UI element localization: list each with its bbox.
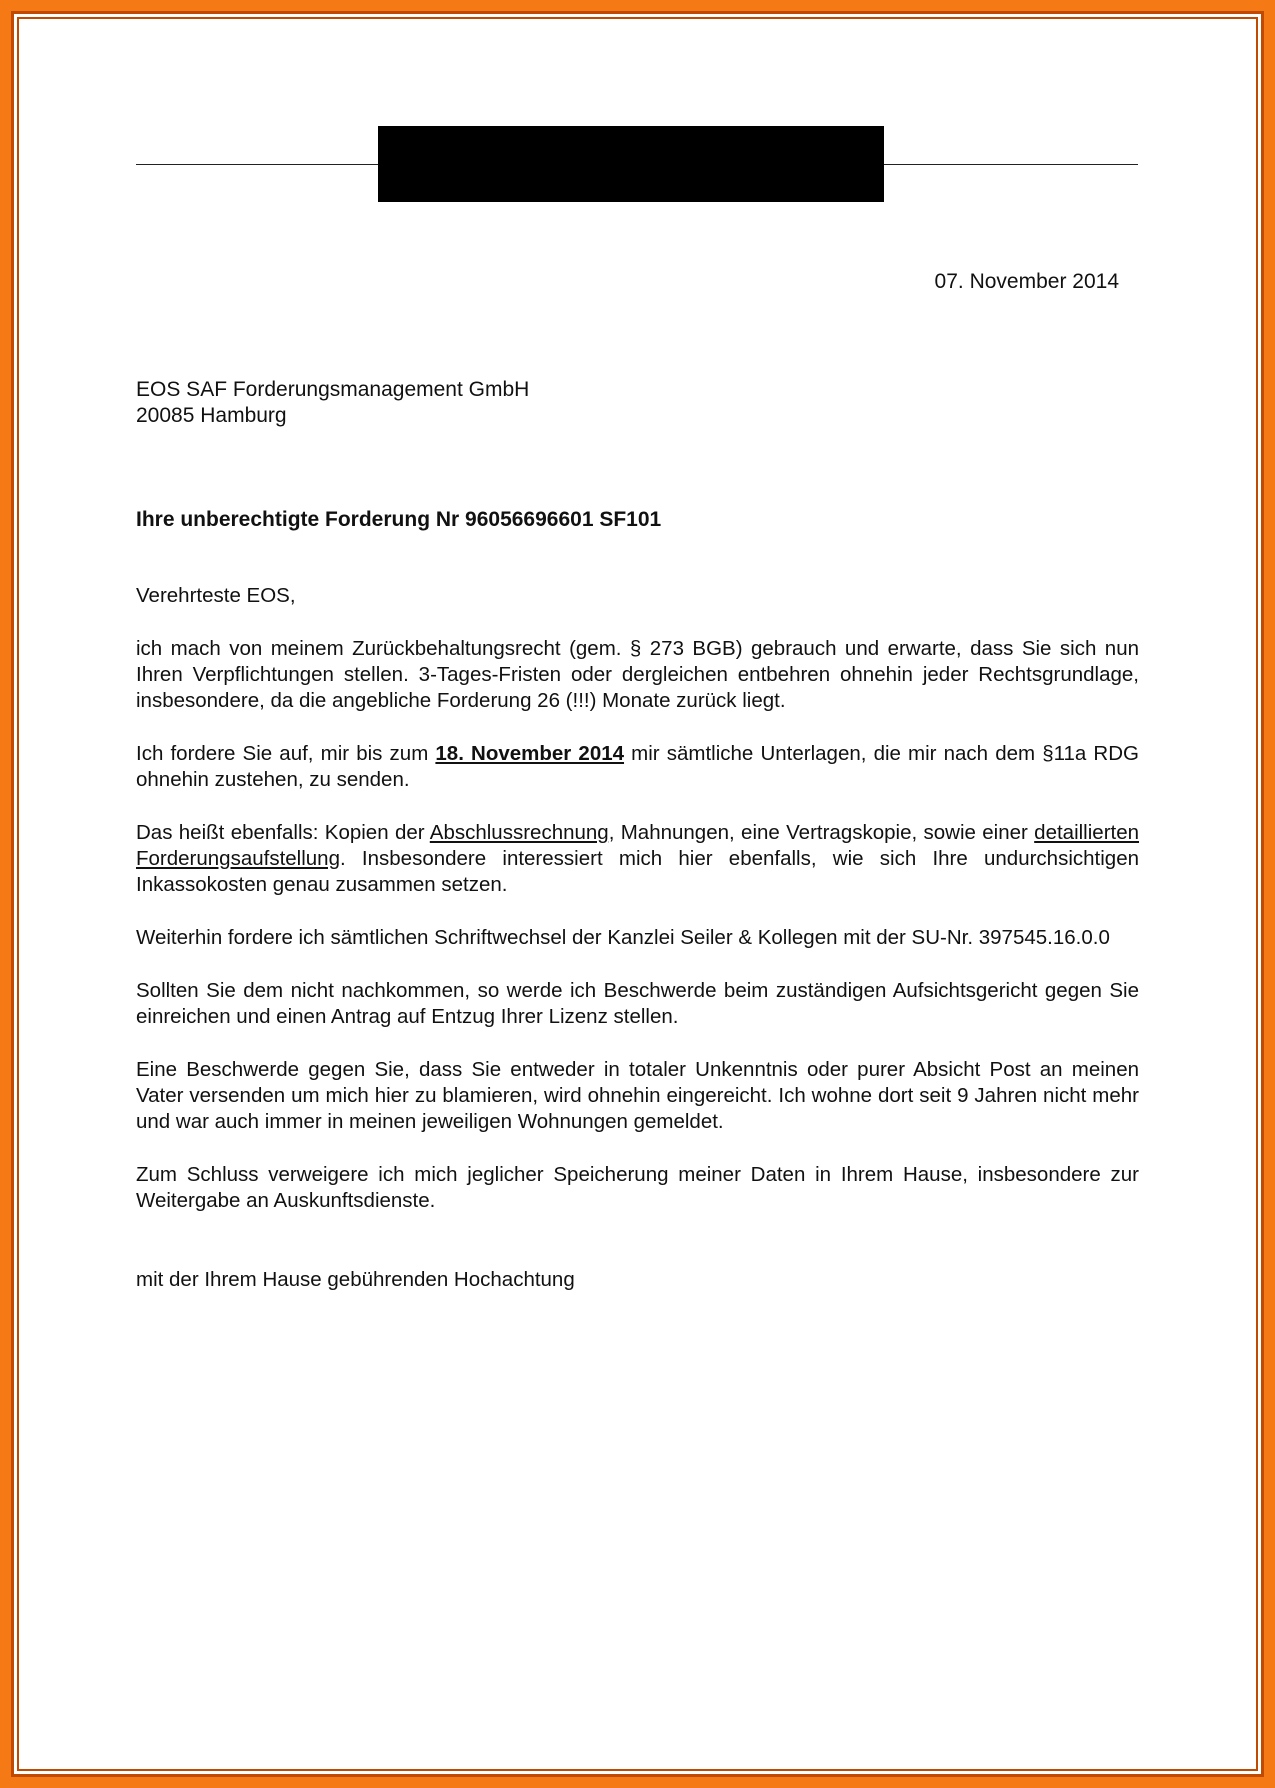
recipient-name: EOS SAF Forderungsmanagement GmbH <box>136 378 530 401</box>
paragraph-2-end: mir sämtliche Unterlagen, die mir nach dem §11a RDG ohnehin zustehen, zu senden. <box>136 742 1139 791</box>
paragraph-6: Eine Beschwerde gegen Sie, dass Sie entweder in totaler Unkenntnis oder purer Absicht Post an meinen Vater versenden um mich hier zu blamieren, wird ohnehin eingereicht. Ich wohne dort seit 9 Jahren nicht mehr und war auch immer in meinen jeweiligen Wohnungen gemeldet. <box>136 1058 1139 1133</box>
underlined-forderungsaufstellung: detaillierten Forderungsaufstellung <box>136 821 1140 870</box>
paragraph-1: ich mach von meinem Zurückbehaltungsrecht (gem. § 273 BGB) gebrauch und erwarte, dass Sie sich nun Ihren Verpflichtungen stellen. 3-Tages-Fristen oder dergleichen entbehren ohnehin jeder Rechtsgrundlage, insbesondere, da die angebliche Forderung 26 (!!!) Monate zurück liegt. <box>136 637 1139 712</box>
paragraph-3-start: Das heißt ebenfalls: Kopien der <box>136 821 430 844</box>
paragraph-5: Sollten Sie dem nicht nachkommen, so werde ich Beschwerde beim zuständigen Aufsichtsgericht gegen Sie einreichen und einen Antrag auf Entzug Ihrer Lizenz stellen. <box>136 979 1139 1028</box>
deadline-date: 18. November 2014 <box>435 742 625 765</box>
redacted-letterhead <box>378 126 884 202</box>
header-rule-right <box>884 164 1138 165</box>
paragraph-7: Zum Schluss verweigere ich mich jeglicher Speicherung meiner Daten in Ihrem Hause, insbesondere zur Weitergabe an Auskunftsdienste. <box>136 1163 1139 1212</box>
recipient-address <box>136 377 736 429</box>
header-rule-left <box>136 164 378 165</box>
closing-line: mit der Ihrem Hause gebührenden Hochachtung <box>136 1268 575 1291</box>
paragraph-2 <box>136 741 1139 793</box>
paragraph-3-end: . Insbesondere interessiert mich hier ebenfalls, wie sich Ihre undurchsichtigen Inkassokosten genau zusammen setzen. <box>136 847 1139 896</box>
salutation: Verehrteste EOS, <box>136 584 296 607</box>
letter-date: 07. November 2014 <box>934 270 1119 293</box>
paragraph-2-start: Ich fordere Sie auf, mir bis zum <box>136 742 436 765</box>
letter-subject: Ihre unberechtigte Forderung Nr 96056696601 SF101 <box>136 508 662 531</box>
paragraph-3-middle: , Mahnungen, eine Vertragskopie, sowie einer <box>608 821 1035 844</box>
paragraph-4: Weiterhin fordere ich sämtlichen Schriftwechsel der Kanzlei Seiler & Kollegen mit der SU-Nr. 397545.16.0.0 <box>136 926 1110 949</box>
paragraph-3 <box>136 820 1139 898</box>
underlined-abschlussrechnung: Abschlussrechnung <box>429 821 609 844</box>
recipient-city: 20085 Hamburg <box>136 404 287 427</box>
letter-body <box>136 583 1139 1320</box>
